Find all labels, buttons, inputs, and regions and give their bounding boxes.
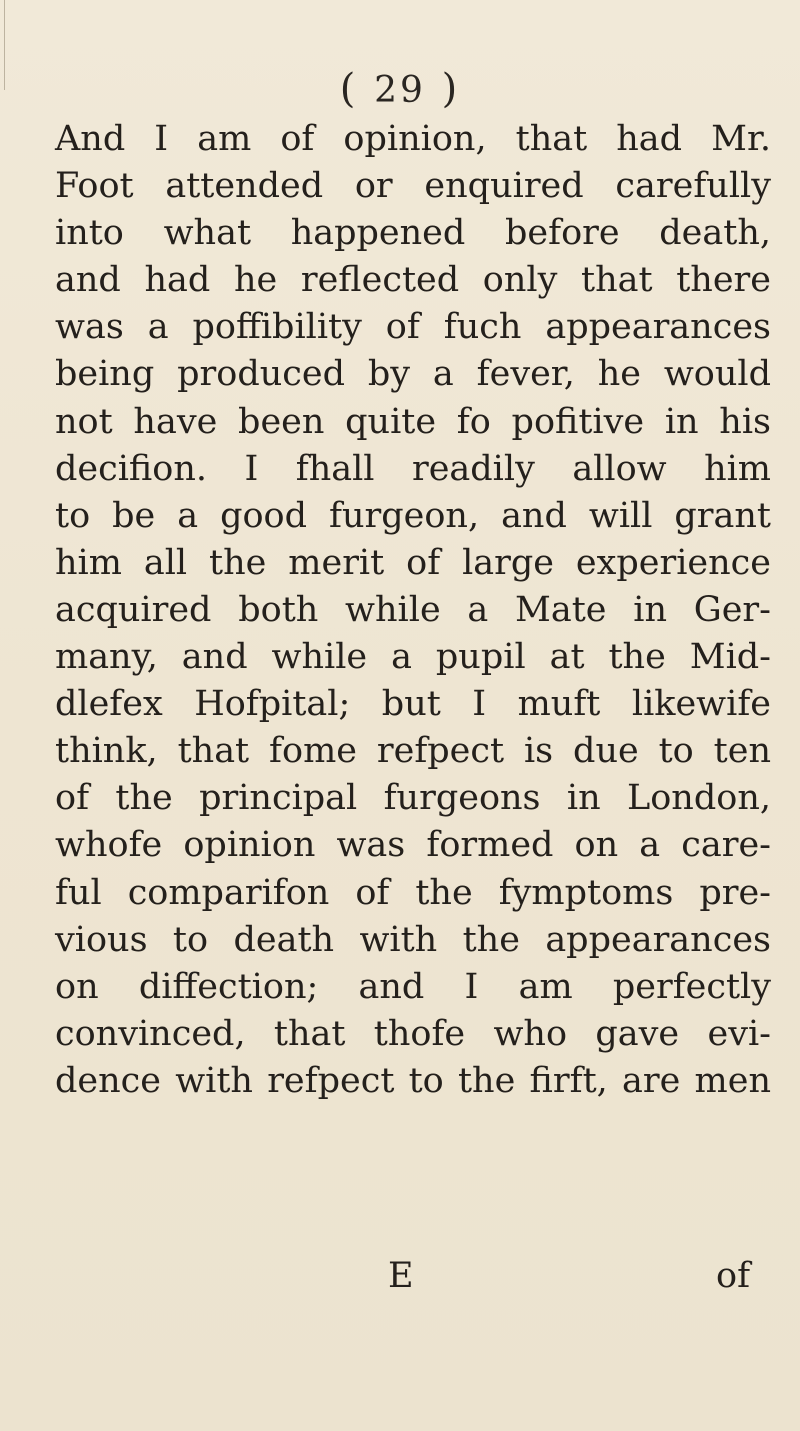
text-line: acquired both while a Mate in Ger- <box>55 589 771 630</box>
text-line: being produced by a fever, he would <box>55 354 771 395</box>
text-line: to be a good furgeon, and will grant <box>55 495 771 536</box>
text-line: convinced, that thofe who gave evi- <box>55 1013 771 1054</box>
text-line: many, and while a pupil at the Mid- <box>55 637 771 678</box>
text-line: not have been quite fo pofitive in his <box>55 401 771 442</box>
text-line: him all the merit of large experience <box>55 542 771 583</box>
header-open-paren: ( <box>339 66 359 112</box>
text-line: on diffection; and I am perfectly <box>55 966 771 1007</box>
text-line: and had he reflected only that there <box>55 260 771 301</box>
page-header <box>0 66 800 112</box>
text-line: think, that fome refpect is due to ten <box>55 731 771 772</box>
text-line: vious to death with the appearances <box>55 919 771 960</box>
page-footer <box>0 1256 800 1306</box>
signature-mark: E <box>388 1256 414 1296</box>
text-line: Foot attended or enquired carefully <box>55 166 771 207</box>
body-text <box>55 116 771 1105</box>
text-line: ful comparifon of the fymptoms pre- <box>55 872 771 913</box>
text-line: was a poffibility of fuch appearances <box>55 307 771 348</box>
text-line: dlefex Hofpital; but I muft likewife <box>55 684 771 725</box>
text-line: whofe opinion was formed on a care- <box>55 825 771 866</box>
text-line: decifion. I fhall readily allow him <box>55 448 771 489</box>
page-number: 29 <box>374 70 426 111</box>
text-line: And I am of opinion, that had Mr. <box>55 119 771 159</box>
text-line: dence with refpect to the firft, are men <box>55 1060 771 1101</box>
catchword: of <box>716 1256 751 1296</box>
header-close-paren: ) <box>441 66 461 112</box>
text-line: into what happened before death, <box>55 213 771 254</box>
text-line: of the principal furgeons in London, <box>55 778 771 819</box>
